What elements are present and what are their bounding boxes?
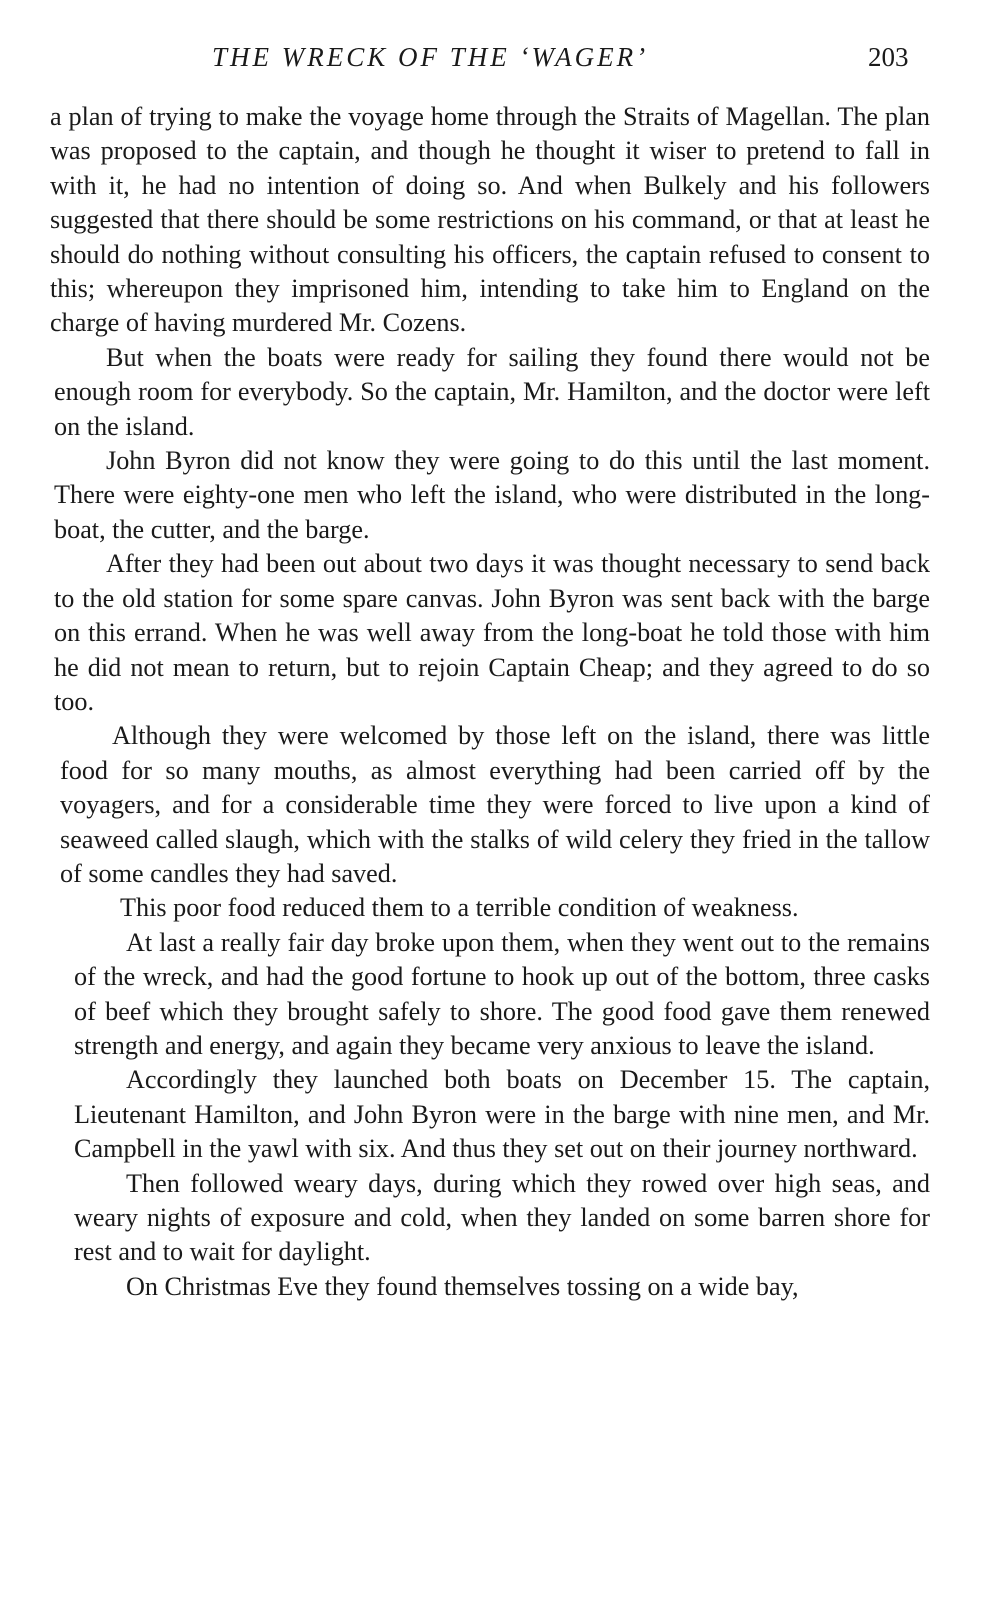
paragraph: After they had been out about two days it was thought necessary to send back to the old station for some spare canvas. John Byron was sent back with the barge on this errand. When he was well away from the long-boat he told those with him he did not mean to return, but to rejoin Captain Cheap; and they agreed to do so too. — [54, 549, 930, 716]
paragraph: a plan of trying to make the voyage home through the Straits of Magellan. The plan was proposed to the captain, and though he thought it wiser to pretend to fall in with it, he had no intention of doing so. And when Bulkely and his followers suggested that there should be some restrictions on his command, or that at least he should do nothing without consulting his officers, the captain refused to consent to this; whereupon they imprisoned him, intending to take him to England on the charge of having murdered Mr. Cozens. — [50, 102, 930, 338]
body-text — [50, 100, 930, 1304]
page-number: 203 — [868, 42, 909, 72]
paragraph: At last a really fair day broke upon them, when they went out to the remains of the wreck, and had the good fortune to hook up out of the bottom, three casks of beef which they brought safely to shore. The good food gave them renewed strength and energy, and again they became very anxious to leave the island. — [74, 927, 930, 1060]
paragraph: John Byron did not know they were going to do this until the last moment. There were eighty-one men who left the island, who were distributed in the long-boat, the cutter, and the barge. — [54, 446, 930, 544]
paragraph: On Christmas Eve they found themselves tossing on a wide bay, — [126, 1271, 799, 1301]
paragraph: But when the boats were ready for sailing they found there would not be enough room for everybody. So the captain, Mr. Hamilton, and the doctor were left on the island. — [54, 342, 930, 441]
paragraph: Although they were welcomed by those left on the island, there was little food for so many mouths, as almost everything had been carried off by the voyagers, and for a considerable time they were forced to live upon a kind of seaweed called slaugh, which with the stalks of wild celery they fried in the tallow of some candles they had saved. — [60, 721, 930, 888]
paragraph: Then followed weary days, during which they rowed over high seas, and weary nights of exposure and cold, when they landed on some barren shore for rest and to wait for daylight. — [74, 1168, 930, 1267]
paragraph: Accordingly they launched both boats on December 15. The captain, Lieutenant Hamilton, and John Byron were in the barge with nine men, and Mr. Campbell in the yawl with six. And thus they set out on their journey northward. — [74, 1065, 930, 1164]
running-title: THE WRECK OF THE ‘WAGER’ — [212, 42, 649, 72]
running-head — [0, 42, 1000, 78]
paragraph: This poor food reduced them to a terrible condition of weakness. — [120, 893, 799, 923]
